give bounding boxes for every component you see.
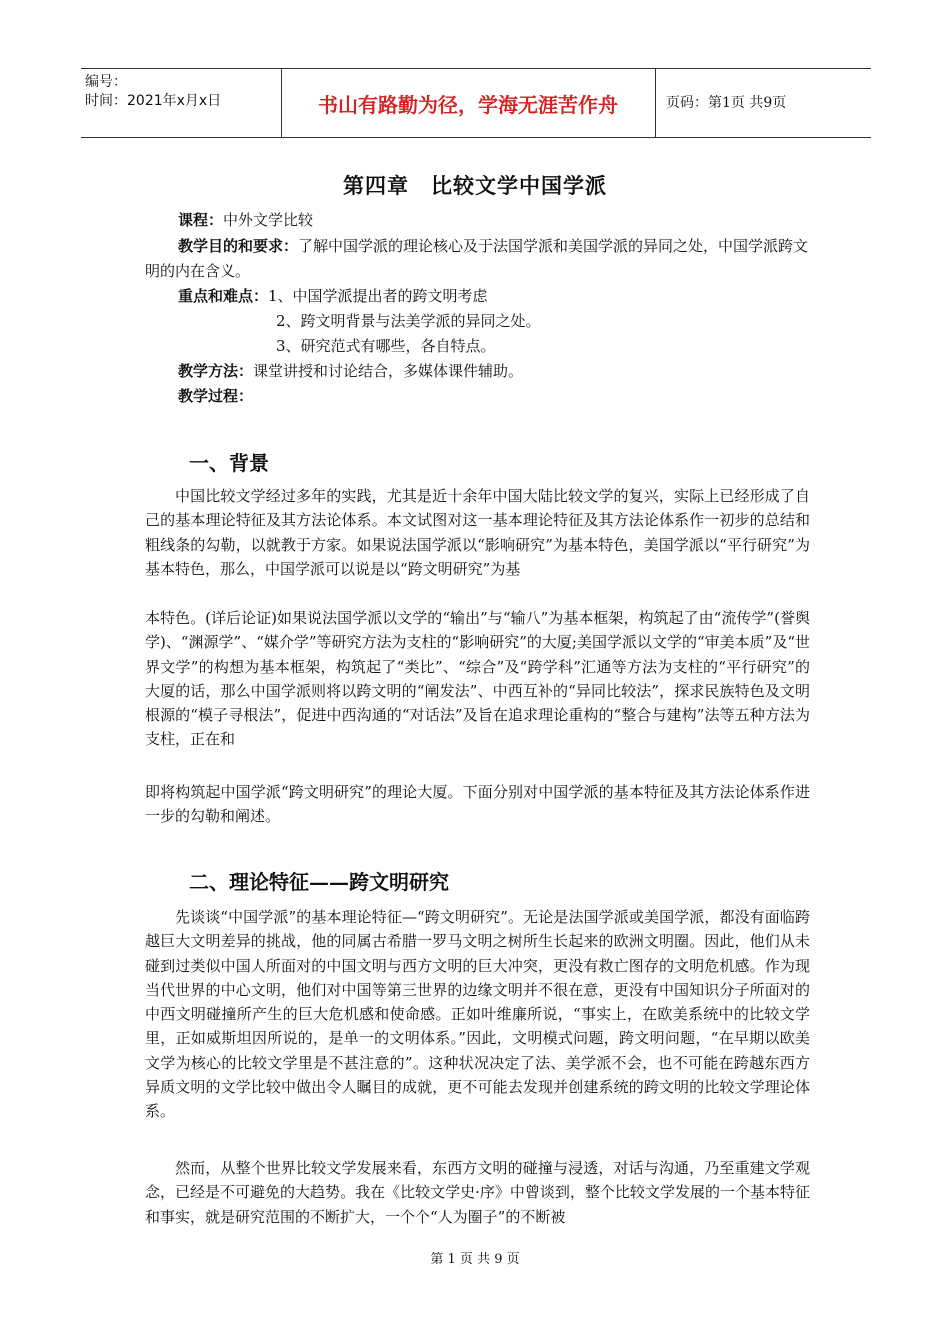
paragraph: 本特色。(详后论证)如果说法国学派以文学的“输出”与“输八”为基本框架，构筑起了由“流传学”(誉舆学)、“渊源学”、“媒介学”等研究方法为支柱的“影响研究”的大厦;美国学派以文学的“审美本质”及“世界文学”的构想为基本框架，构筑起了“类比”、“综合”及“跨学科”汇通等方法为支柱的“平行研究”的大厦的话，那么中国学派则将以跨文明的“阐发法”、中西互补的“异同比较法”，探求民族特色及文明根源的“模子寻根法”，促进中西沟通的“对话法”及旨在追求理论重构的“整合与建构”法等五种方法为支柱，正在和 <box>145 609 810 749</box>
process-label: 教学过程： <box>178 387 254 405</box>
header-page-info: 页码：第1页 共9页 <box>655 69 871 137</box>
section-heading: 二、理论特征——跨文明研究 <box>189 870 449 894</box>
method-label: 教学方法： <box>178 362 254 380</box>
key-item: 3、研究范式有哪些，各自特点。 <box>276 337 496 355</box>
paragraph: 即将构筑起中国学派“跨文明研究”的理论大厦。下面分别对中国学派的基本特征及其方法论体系作进一步的勾勒和阐述。 <box>145 783 810 826</box>
key-label: 重点和难点： <box>178 287 269 305</box>
key-line-1 <box>145 284 815 309</box>
header-motto: 书山有路勤为径，学海无涯苦作舟 <box>318 92 618 117</box>
number-label: 编号： <box>85 74 127 90</box>
document-title: 第四章 比较文学中国学派 <box>343 173 607 198</box>
paragraph: 中国比较文学经过多年的实践，尤其是近十余年中国大陆比较文学的复兴，实际上已经形成了自己的基本理论特征及其方法论体系。本文试图对这一基本理论特征及其方法论体系作一初步的总结和粗线条的勾勒，以就教于方家。如果说法国学派以“影响研究”为基本特色，美国学派以“平行研究”为基本特色，那么，中国学派可以说是以“跨文明研究”为基 <box>145 487 810 578</box>
page-header <box>81 68 871 138</box>
aim-value: 了解中国学派的理论核心及于法国学派和美国学派的异同之处，中国学派跨文明的内在含义。 <box>145 237 809 280</box>
paragraph: 先谈谈“中国学派”的基本理论特征—“跨文明研究”。无论是法国学派或美国学派，都没有面临跨越巨大文明差异的挑战，他的同属古希腊一罗马文明之树所生长起来的欧洲文明圈。因此，他们从未碰到过类似中国人所面对的中国文明与西方文明的巨大冲突，更没有救亡图存的文明危机感。作为现当代世界的中心文明，他们对中国等第三世界的边缘文明并不很在意，更没有中国知识分子所面对的中西文明碰撞所产生的巨大危机感和使命感。正如叶维廉所说，“事实上，在欧美系统中的比较文学里，正如威斯坦因所说的，是单一的文明体系。”因此，文明模式问题，跨文明问题，“在早期以欧美文学为核心的比较文学里是不甚注意的”。这种状况决定了法、美学派不会，也不可能在跨越东西方异质文明的文学比较中做出令人瞩目的成就，更不可能去发现并创建系统的跨文明的比较文学理论体系。 <box>145 908 810 1121</box>
paragraph: 然而，从整个世界比较文学发展来看，东西方文明的碰撞与浸透，对话与沟通，乃至重建文学观念，已经是不可避免的大趋势。我在《比较文学史·序》中曾谈到，整个比较文学发展的一个基本特征和事实，就是研究范围的不断扩大，一个个“人为圈子”的不断被 <box>145 1159 810 1226</box>
key-item: 2、跨文明背景与法美学派的异同之处。 <box>276 312 541 330</box>
date-label: 时间：2021年x月x日 <box>85 93 222 109</box>
section-heading: 一、背景 <box>189 451 269 475</box>
key-item: 1、中国学派提出者的跨文明考虑 <box>268 287 488 305</box>
course-label: 课程： <box>178 211 224 229</box>
process-line <box>145 384 815 409</box>
aim-label: 教学目的和要求： <box>178 237 299 255</box>
method-line <box>145 359 815 384</box>
page-footer: 第 1 页 共 9 页 <box>430 1252 520 1267</box>
header-meta <box>81 69 282 137</box>
course-value: 中外文学比较 <box>223 211 314 229</box>
course-line <box>145 208 815 233</box>
aim-line <box>145 234 815 284</box>
method-value: 课堂讲授和讨论结合，多媒体课件辅助。 <box>253 362 524 380</box>
